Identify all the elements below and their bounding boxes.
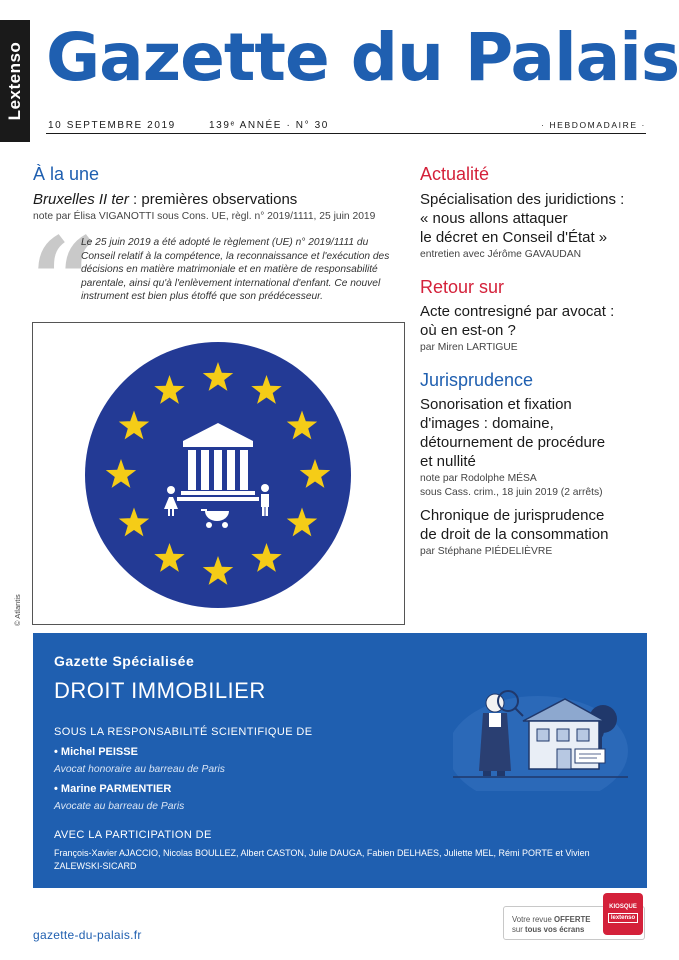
eu-flag-justice-icon (33, 323, 404, 624)
jurisprudence-article-1-title[interactable] (420, 395, 605, 471)
a-la-une-title-italic: Bruxelles II ter (33, 191, 129, 208)
editor-name: • Michel PEISSE (54, 746, 138, 758)
kiosque-text-part: OFFERTE (554, 915, 591, 924)
editor-role: Avocat honoraire au barreau de Paris (54, 764, 225, 775)
responsibility-label: SOUS LA RESPONSABILITÉ SCIENTIFIQUE DE (54, 726, 313, 738)
lextenso-tab-label: Lextenso (5, 41, 24, 121)
issue-number: 139ᵉ ANNÉE · N° 30 (209, 120, 329, 131)
kiosque-text (512, 915, 590, 935)
actualite-title-line: le décret en Conseil d'État » (420, 229, 608, 246)
issue-frequency: · HEBDOMADAIRE · (541, 120, 646, 130)
section-retour-sur: Retour sur (420, 277, 505, 297)
actualite-title-line: « nous allons attaquer (420, 210, 568, 227)
kiosque-text-part: Votre revue (512, 915, 555, 924)
jurisprudence-title-line: détournement de procédure (420, 434, 606, 451)
section-a-la-une: À la une (33, 164, 100, 184)
actualite-meta: entretien avec Jérôme GAVAUDAN (420, 249, 581, 260)
jurisprudence-article-1-meta (420, 472, 603, 500)
kiosque-banner[interactable] (503, 906, 645, 940)
a-la-une-lead: Le 25 juin 2019 a été adopté le règlement (UE) n° 2019/1111 du Conseil relatif à la compétence, la reconnaissance et l'exécution des décisions en matière matrimoniale et en matière de responsabilité parentale, ainsi qu'à l'enlèvement international d'enfant. Ce nouvel instrument est bien plus étoffé que son prédécesseur. (81, 237, 390, 303)
jurisprudence-article-2-title[interactable] (420, 506, 608, 544)
actualite-title-line: Spécialisation des juridictions : (420, 191, 625, 208)
jurisprudence-meta-line: note par Rodolphe MÉSA (420, 473, 537, 484)
lawyer-house-illustration (453, 681, 633, 791)
image-credit: © Atlantis (13, 594, 22, 626)
kiosque-badge-label: KIOSQUE (609, 904, 637, 910)
specialisee-box[interactable] (33, 633, 647, 888)
editor-role: Avocate au barreau de Paris (54, 801, 185, 812)
jurisprudence-article-2-meta: par Stéphane PIÉDELIÈVRE (420, 546, 553, 557)
retour-sur-title-line: où en est-on ? (420, 322, 516, 339)
kiosque-text-part: tous vos écrans (525, 925, 585, 934)
section-actualite: Actualité (420, 164, 490, 184)
issue-bar (46, 118, 646, 134)
footer-url-link[interactable]: gazette-du-palais.fr (33, 928, 142, 942)
masthead-title: Gazette du Palais (46, 19, 679, 96)
kiosque-badge-icon (603, 893, 643, 935)
retour-sur-title-line: Acte contresigné par avocat : (420, 303, 615, 320)
lextenso-tab (0, 20, 30, 142)
actualite-title[interactable] (420, 190, 624, 247)
a-la-une-title[interactable] (33, 190, 297, 209)
a-la-une-title-rest: : premières observations (128, 191, 298, 208)
quote-mark-icon: “ (30, 211, 100, 352)
editor-name: • Marine PARMENTIER (54, 783, 172, 795)
jurisprudence-title-line: d'images : domaine, (420, 415, 554, 432)
specialisee-title: DROIT IMMOBILIER (54, 678, 266, 703)
jurisprudence-title-line: Sonorisation et fixation (420, 396, 572, 413)
jurisprudence-title-line: de droit de la consommation (420, 526, 609, 543)
jurisprudence-title-line: et nullité (420, 453, 476, 470)
retour-sur-meta: par Miren LARTIGUE (420, 342, 518, 353)
kiosque-text-part: sur (512, 925, 525, 934)
retour-sur-title[interactable] (420, 302, 614, 340)
a-la-une-meta: note par Élisa VIGANOTTI sous Cons. UE, règl. n° 2019/1111, 25 juin 2019 (33, 211, 376, 222)
jurisprudence-meta-line: sous Cass. crim., 18 juin 2019 (2 arrêts) (420, 487, 603, 498)
specialisee-kicker: Gazette Spécialisée (54, 653, 195, 669)
kiosque-badge-sub: lextenso (608, 913, 638, 923)
participation-label: AVEC LA PARTICIPATION DE (54, 829, 212, 841)
contributors-list: François-Xavier AJACCIO, Nicolas BOULLEZ, Albert CASTON, Julie DAUGA, Fabien DELHAES, Juliette MEL, Rémi PORTE et Vivien ZALEWSKI-SICARD (54, 848, 590, 871)
section-jurisprudence: Jurisprudence (420, 370, 534, 390)
issue-date: 10 SEPTEMBRE 2019 (48, 120, 176, 131)
jurisprudence-title-line: Chronique de jurisprudence (420, 507, 605, 524)
eu-illustration (32, 322, 405, 625)
